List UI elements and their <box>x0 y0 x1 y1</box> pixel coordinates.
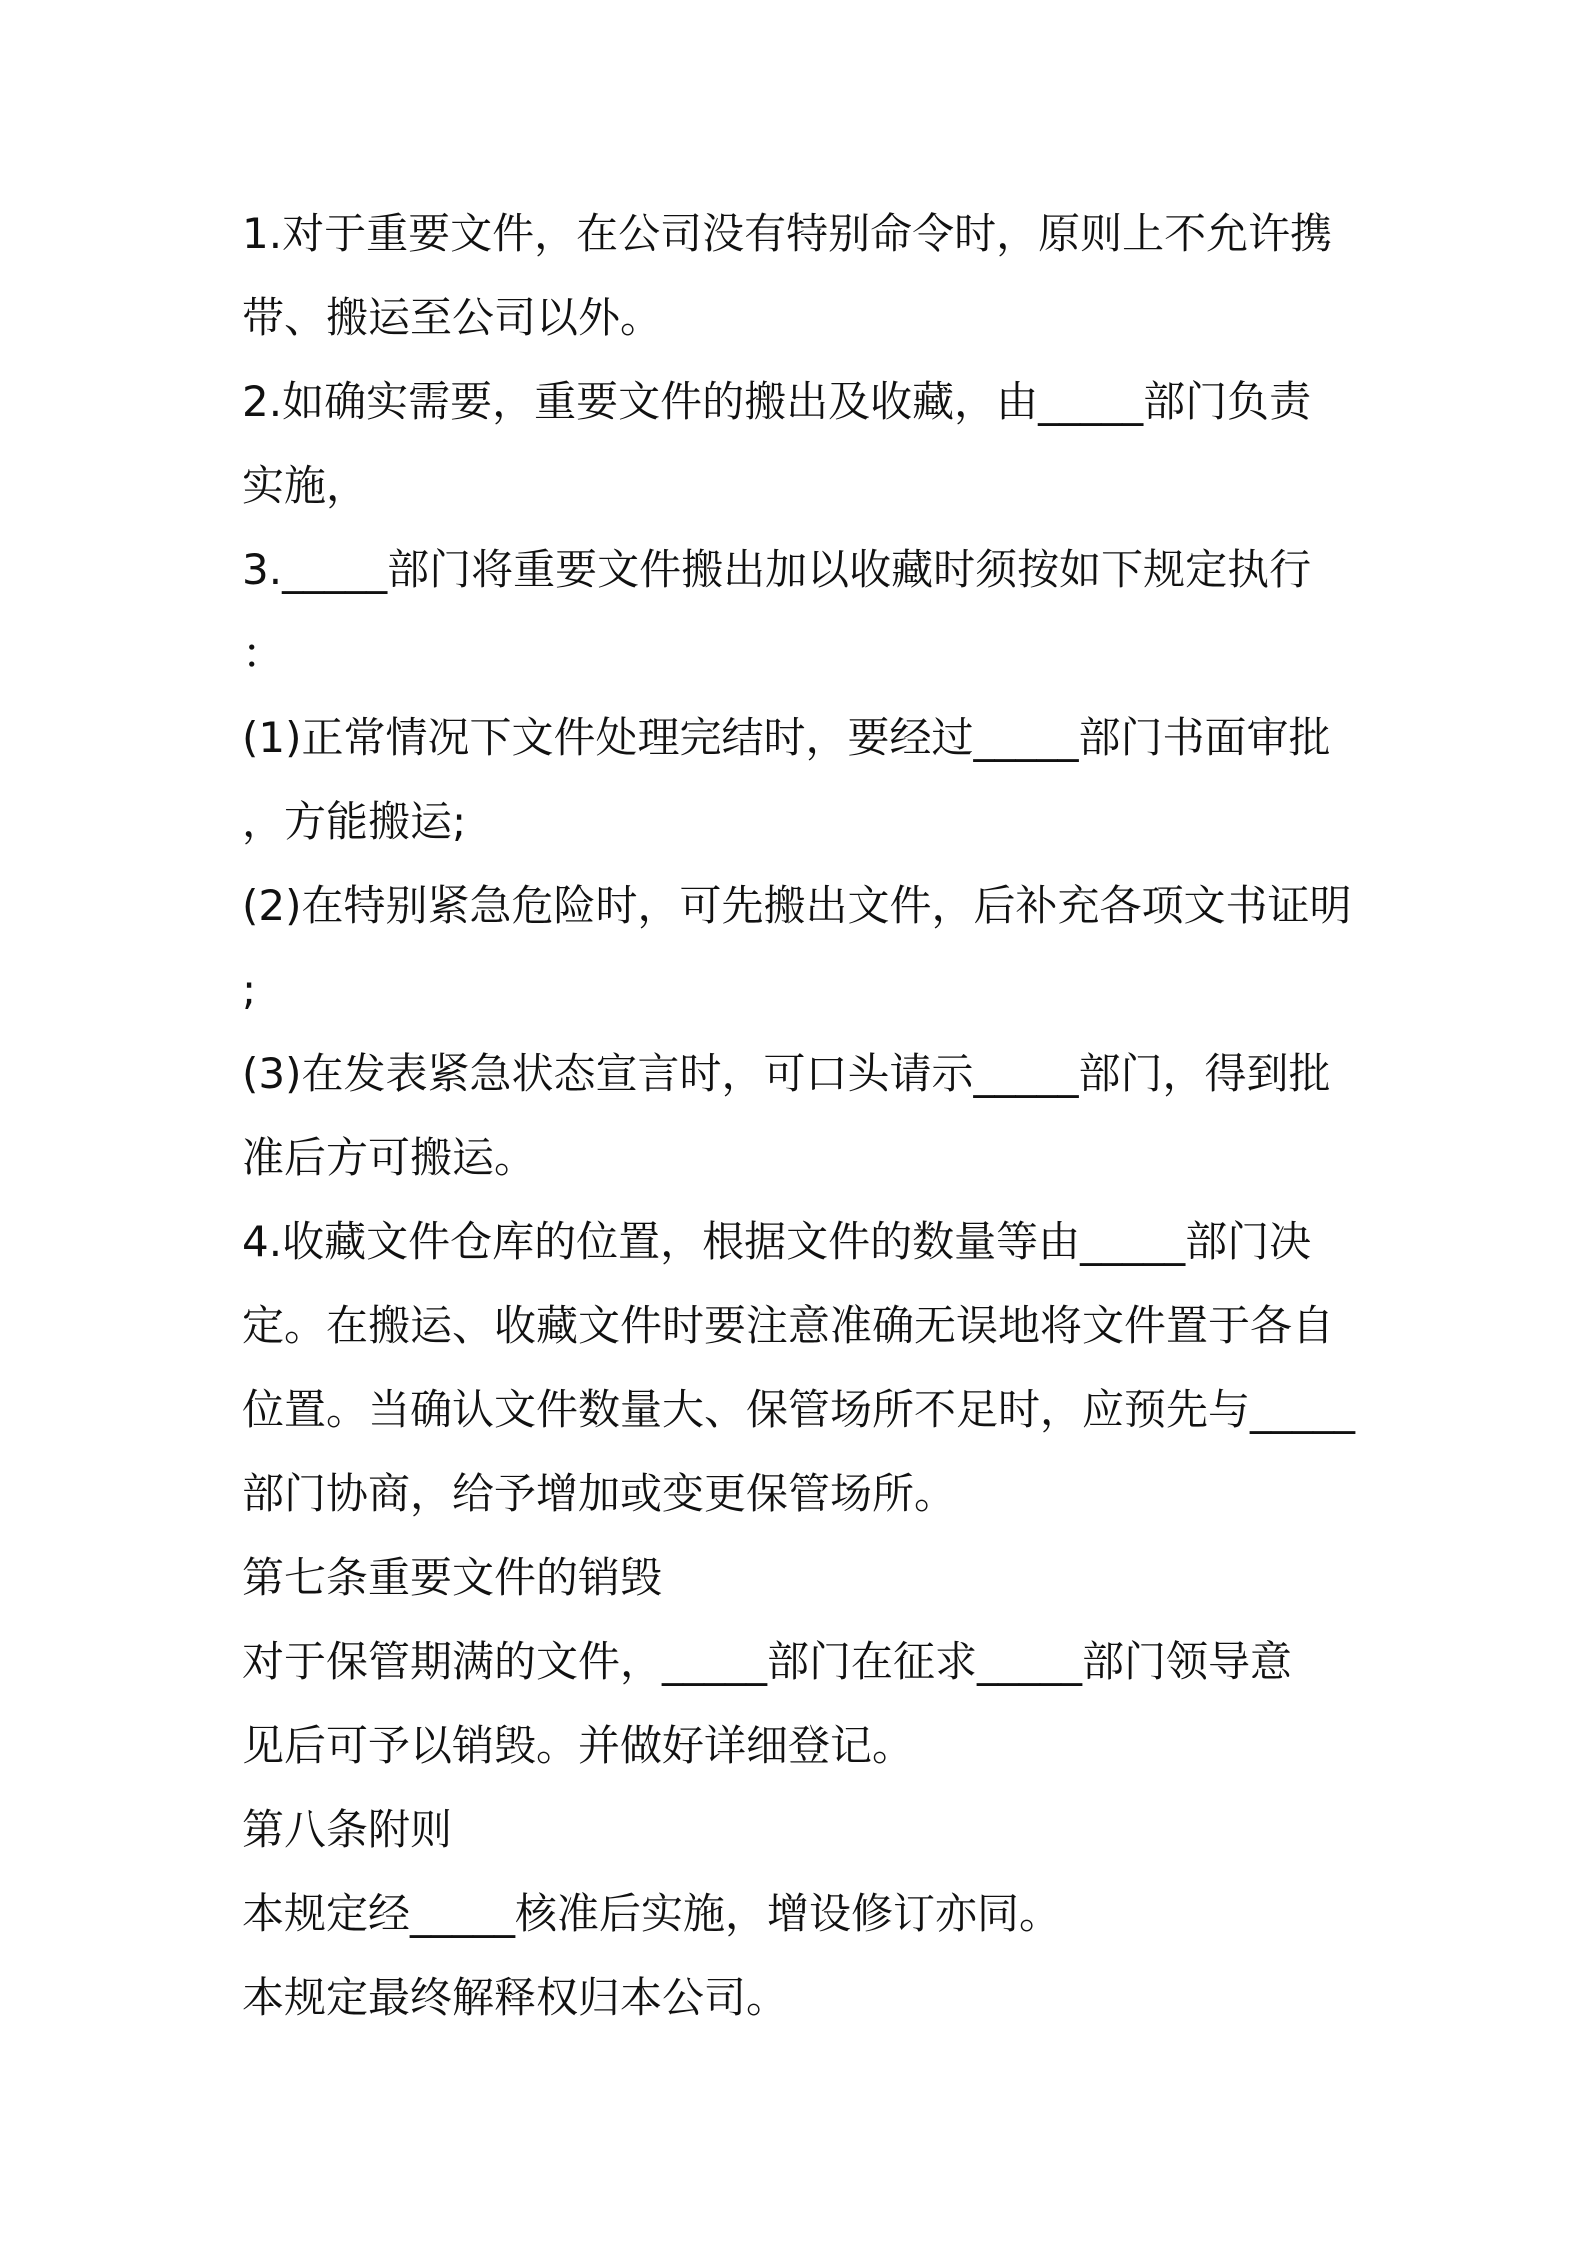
text-line: (2)在特别紧急危险时，可先搬出文件，后补充各项文书证明 <box>242 881 1352 930</box>
text-line: 准后方可搬运。 <box>242 1133 537 1182</box>
text-line: ，方能搬运; <box>242 797 467 846</box>
text-line: 本规定经_____核准后实施，增设修订亦同。 <box>242 1889 1062 1938</box>
text-line: (3)在发表紧急状态宣言时，可口头请示_____部门，得到批 <box>242 1049 1331 1098</box>
text-line: 2.如确实需要，重要文件的搬出及收藏，由_____部门负责 <box>242 377 1312 426</box>
text-line: 带、搬运至公司以外。 <box>242 293 663 342</box>
text-line: 4.收藏文件仓库的位置，根据文件的数量等由_____部门决 <box>242 1217 1312 1266</box>
document-body <box>242 192 1362 2040</box>
section-heading: 第七条重要文件的销毁 <box>242 1553 663 1602</box>
text-line: 定。在搬运、收藏文件时要注意准确无误地将文件置于各自 <box>242 1301 1335 1350</box>
text-line: 部门协商，给予增加或变更保管场所。 <box>242 1469 957 1518</box>
text-line: 实施， <box>242 461 369 510</box>
text-line: 1.对于重要文件，在公司没有特别命令时，原则上不允许携 <box>242 209 1333 258</box>
text-line: (1)正常情况下文件处理完结时，要经过_____部门书面审批 <box>242 713 1331 762</box>
text-line: 本规定最终解释权归本公司。 <box>242 1973 789 2022</box>
text-line: ： <box>242 629 285 678</box>
text-line: 3._____部门将重要文件搬出加以收藏时须按如下规定执行 <box>242 545 1312 594</box>
text-line: 位置。当确认文件数量大、保管场所不足时，应预先与_____ <box>242 1385 1356 1434</box>
text-line: 见后可予以销毁。并做好详细登记。 <box>242 1721 915 1770</box>
section-heading: 第八条附则 <box>242 1805 453 1854</box>
text-line: ; <box>242 965 257 1014</box>
text-line: 对于保管期满的文件，_____部门在征求_____部门领导意 <box>242 1637 1293 1686</box>
